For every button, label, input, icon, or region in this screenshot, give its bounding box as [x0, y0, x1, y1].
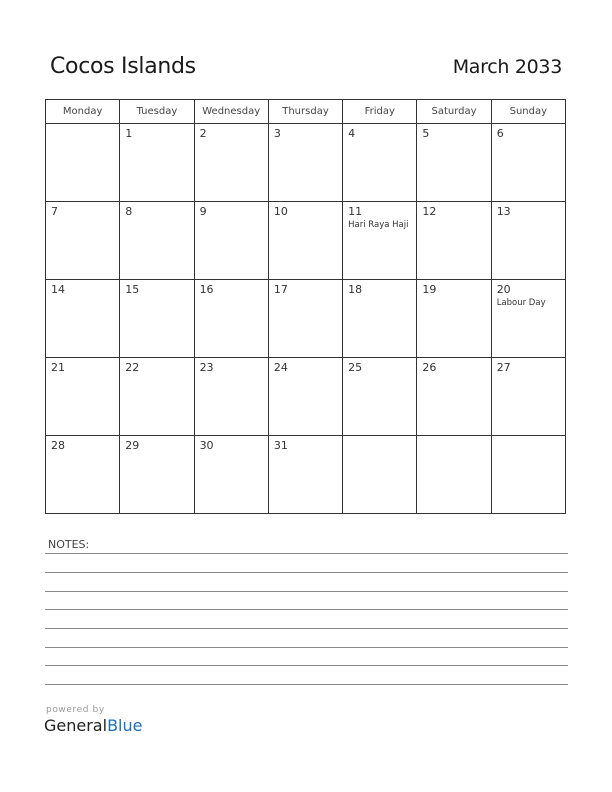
- notes-label: NOTES:: [48, 538, 90, 551]
- day-cell: [120, 124, 194, 202]
- day-cell: [120, 358, 194, 436]
- day-cell: [120, 436, 194, 514]
- calendar-month-title: March 2033: [452, 56, 562, 78]
- week-row: [46, 280, 566, 358]
- day-cell: [120, 202, 194, 280]
- day-number: 25: [348, 361, 363, 374]
- day-cell: [491, 358, 565, 436]
- day-number: 19: [422, 283, 437, 296]
- day-cell: [417, 202, 491, 280]
- day-number: 26: [422, 361, 437, 374]
- calendar-grid: [45, 99, 566, 514]
- weekday-header: Tuesday: [120, 100, 194, 124]
- day-number: 15: [125, 283, 140, 296]
- day-cell: [194, 358, 268, 436]
- day-cell: [343, 280, 417, 358]
- day-cell: [46, 358, 120, 436]
- day-cell: [491, 436, 565, 514]
- weekday-header: Wednesday: [194, 100, 268, 124]
- calendar-location-title: Cocos Islands: [50, 54, 196, 79]
- note-line: [45, 591, 568, 592]
- weekday-header: Friday: [343, 100, 417, 124]
- day-cell: [343, 358, 417, 436]
- day-cell: [417, 358, 491, 436]
- weekday-header: Saturday: [417, 100, 491, 124]
- day-number: 30: [199, 439, 214, 452]
- day-cell: [46, 436, 120, 514]
- day-number: 17: [273, 283, 288, 296]
- day-number: 23: [199, 361, 214, 374]
- note-line: [45, 665, 568, 666]
- day-cell: [417, 280, 491, 358]
- weekday-header: Monday: [46, 100, 120, 124]
- day-number: [417, 436, 490, 440]
- day-cell: [46, 124, 120, 202]
- day-number: 1: [125, 127, 133, 140]
- weekday-header: Sunday: [491, 100, 565, 124]
- day-number: 11: [348, 205, 363, 218]
- powered-by-text: powered by: [46, 705, 105, 715]
- day-cell: [268, 124, 342, 202]
- day-number: 3: [273, 127, 281, 140]
- day-number: 18: [348, 283, 363, 296]
- day-number: 28: [51, 439, 65, 452]
- day-number: 29: [125, 439, 140, 452]
- day-number: 22: [125, 361, 140, 374]
- holiday-label: Labour Day: [496, 298, 546, 308]
- week-row: [46, 202, 566, 280]
- day-number: 21: [51, 361, 65, 374]
- day-number: 4: [348, 127, 356, 140]
- day-cell: [268, 358, 342, 436]
- day-cell: [46, 280, 120, 358]
- day-cell: [268, 436, 342, 514]
- note-line: [45, 572, 568, 573]
- day-number: 5: [422, 127, 430, 140]
- day-cell: [343, 436, 417, 514]
- day-number: 16: [199, 283, 214, 296]
- note-line: [45, 553, 568, 554]
- day-cell: [343, 124, 417, 202]
- day-cell: [194, 124, 268, 202]
- day-cell: [194, 202, 268, 280]
- day-number: 6: [496, 127, 504, 140]
- weekday-header-row: [46, 100, 566, 124]
- day-number: 9: [199, 205, 207, 218]
- day-number: 31: [273, 439, 288, 452]
- day-cell: [343, 202, 417, 280]
- day-number: 27: [496, 361, 511, 374]
- week-row: [46, 436, 566, 514]
- holiday-label: Hari Raya Haji: [348, 220, 409, 230]
- note-line: [45, 684, 568, 685]
- day-number: 14: [51, 283, 65, 296]
- weekday-header: Thursday: [268, 100, 342, 124]
- day-number: 7: [51, 205, 58, 218]
- day-cell: [120, 280, 194, 358]
- day-number: [492, 436, 565, 440]
- brand-general-text: General: [44, 716, 108, 735]
- day-cell: [194, 280, 268, 358]
- day-number: 12: [422, 205, 437, 218]
- day-number: 13: [496, 205, 511, 218]
- day-cell: [417, 436, 491, 514]
- generalblue-logo: [44, 716, 142, 735]
- day-cell: [268, 280, 342, 358]
- week-row: [46, 124, 566, 202]
- day-number: 24: [273, 361, 288, 374]
- day-number: 2: [199, 127, 207, 140]
- day-cell: [268, 202, 342, 280]
- note-line: [45, 628, 568, 629]
- day-cell: [491, 202, 565, 280]
- day-cell: [491, 280, 565, 358]
- note-line: [45, 647, 568, 648]
- week-row: [46, 358, 566, 436]
- day-number: 8: [125, 205, 133, 218]
- note-line: [45, 609, 568, 610]
- day-number: [343, 436, 416, 440]
- day-cell: [417, 124, 491, 202]
- day-cell: [46, 202, 120, 280]
- day-number: 20: [496, 283, 511, 296]
- brand-blue-text: Blue: [107, 716, 143, 735]
- day-cell: [194, 436, 268, 514]
- day-number: [46, 124, 119, 128]
- day-cell: [491, 124, 565, 202]
- day-number: 10: [273, 205, 288, 218]
